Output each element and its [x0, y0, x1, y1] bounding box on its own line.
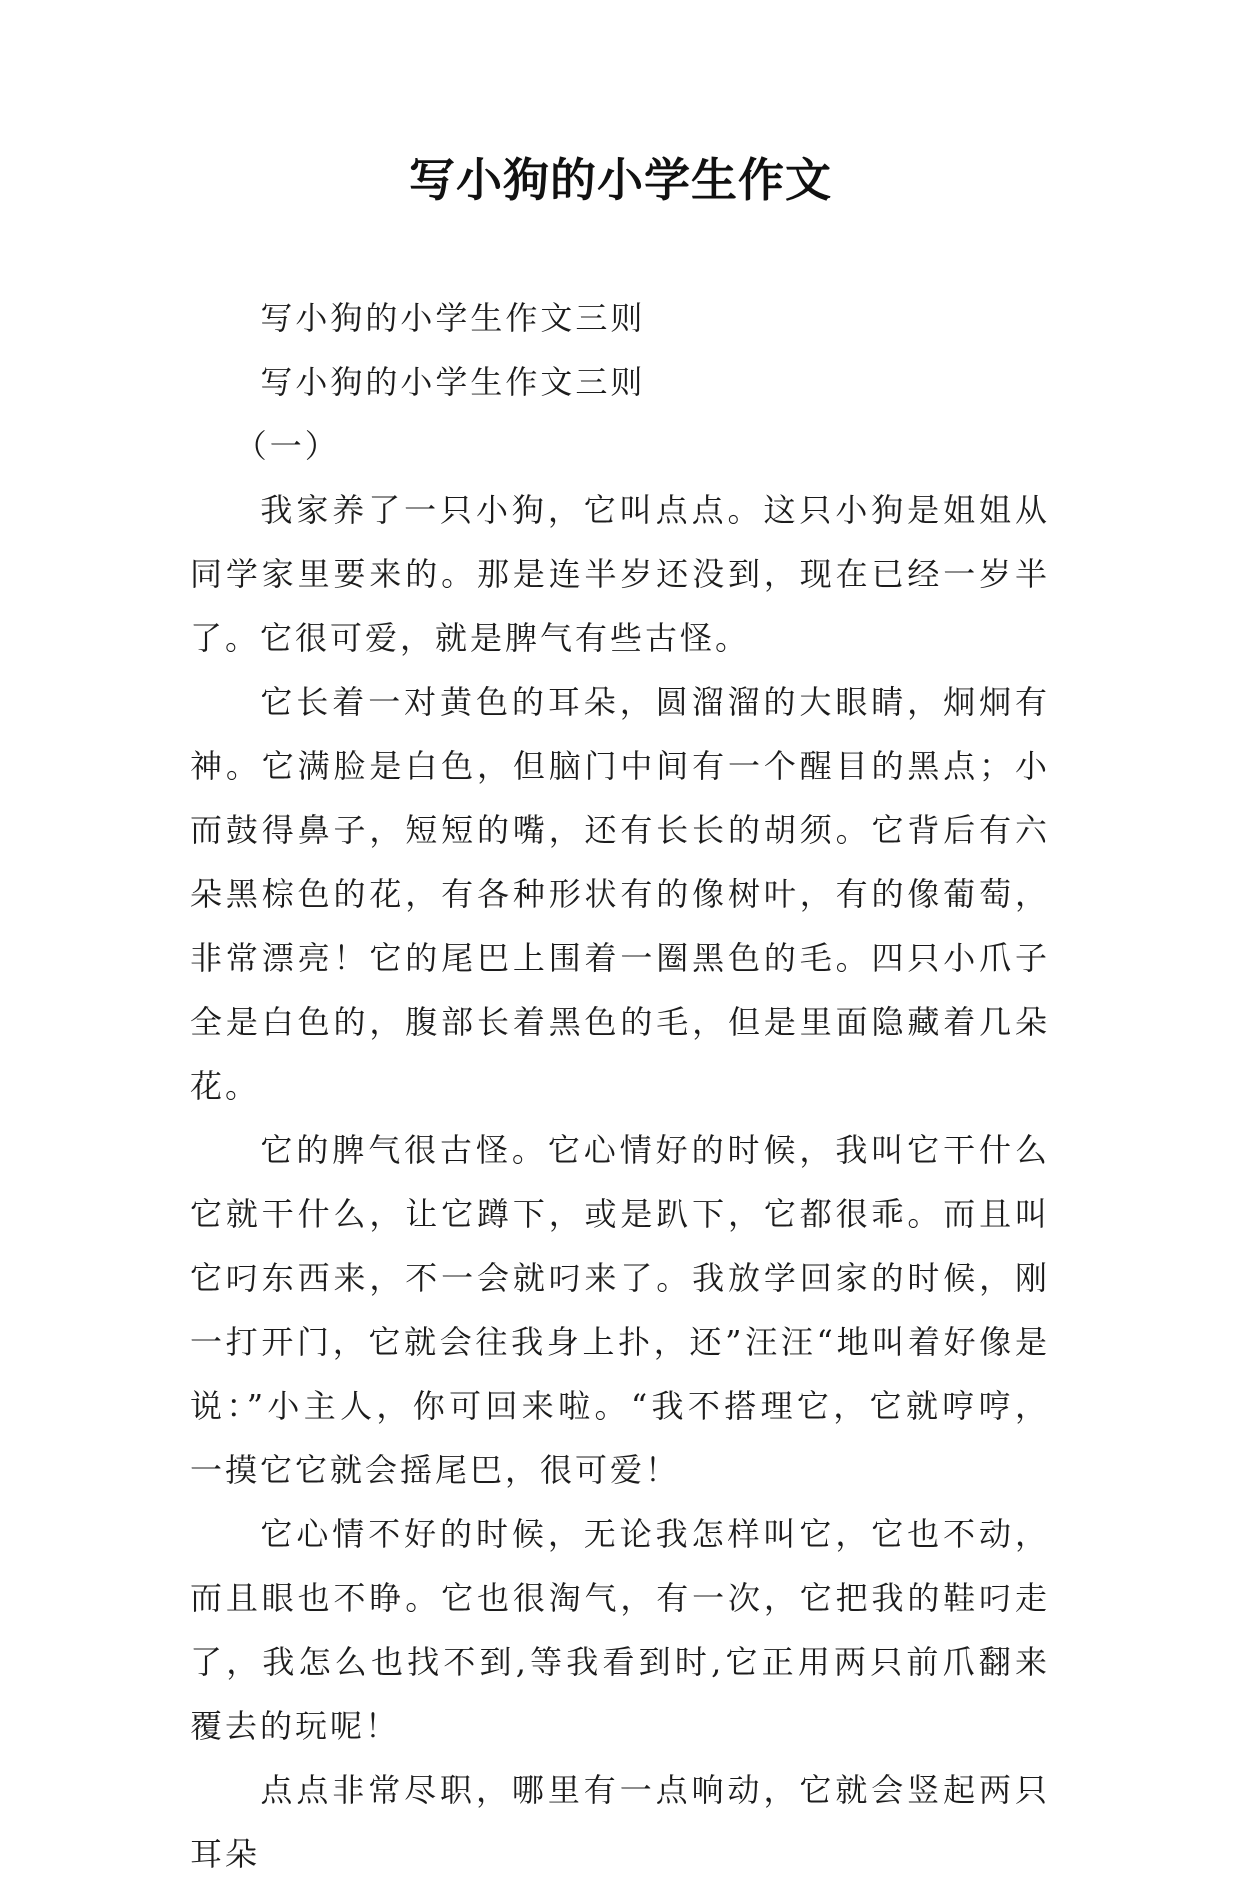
paragraph: 它的脾气很古怪。它心情好的时候，我叫它干什么它就干什么，让它蹲下，或是趴下，它都很乖。而且叫它叼东西来，不一会就叼来了。我放学回家的时候，刚一打开门，它就会往我身上扑，还”汪汪“地叫着好像是说：”小主人，你可回来啦。“我不搭理它，它就哼哼，一摸它它就会摇尾巴，很可爱！ [190, 1131, 1050, 1489]
paragraph: 它心情不好的时候，无论我怎样叫它，它也不动，而且眼也不睁。它也很淘气，有一次，它把我的鞋叼走了，我怎么也找不到,等我看到时,它正用两只前爪翻来覆去的玩呢！ [190, 1515, 1050, 1745]
subtitle-line: 写小狗的小学生作文三则 [260, 363, 646, 401]
document-title: 写小狗的小学生作文 [409, 153, 832, 207]
document-body [190, 286, 1050, 1886]
section-marker: （一） [234, 427, 340, 465]
subtitle-line: 写小狗的小学生作文三则 [260, 299, 646, 337]
paragraph: 我家养了一只小狗，它叫点点。这只小狗是姐姐从同学家里要来的。那是连半岁还没到，现在已经一岁半了。它很可爱，就是脾气有些古怪。 [190, 491, 1050, 657]
paragraph: 点点非常尽职，哪里有一点响动，它就会竖起两只耳朵 [190, 1771, 1050, 1873]
paragraph: 它长着一对黄色的耳朵，圆溜溜的大眼睛，炯炯有神。它满脸是白色，但脑门中间有一个醒目的黑点；小而鼓得鼻子，短短的嘴，还有长长的胡须。它背后有六朵黑棕色的花，有各种形状有的像树叶，有的像葡萄，非常漂亮！它的尾巴上围着一圈黑色的毛。四只小爪子全是白色的，腹部长着黑色的毛，但是里面隐藏着几朵花。 [190, 683, 1050, 1105]
